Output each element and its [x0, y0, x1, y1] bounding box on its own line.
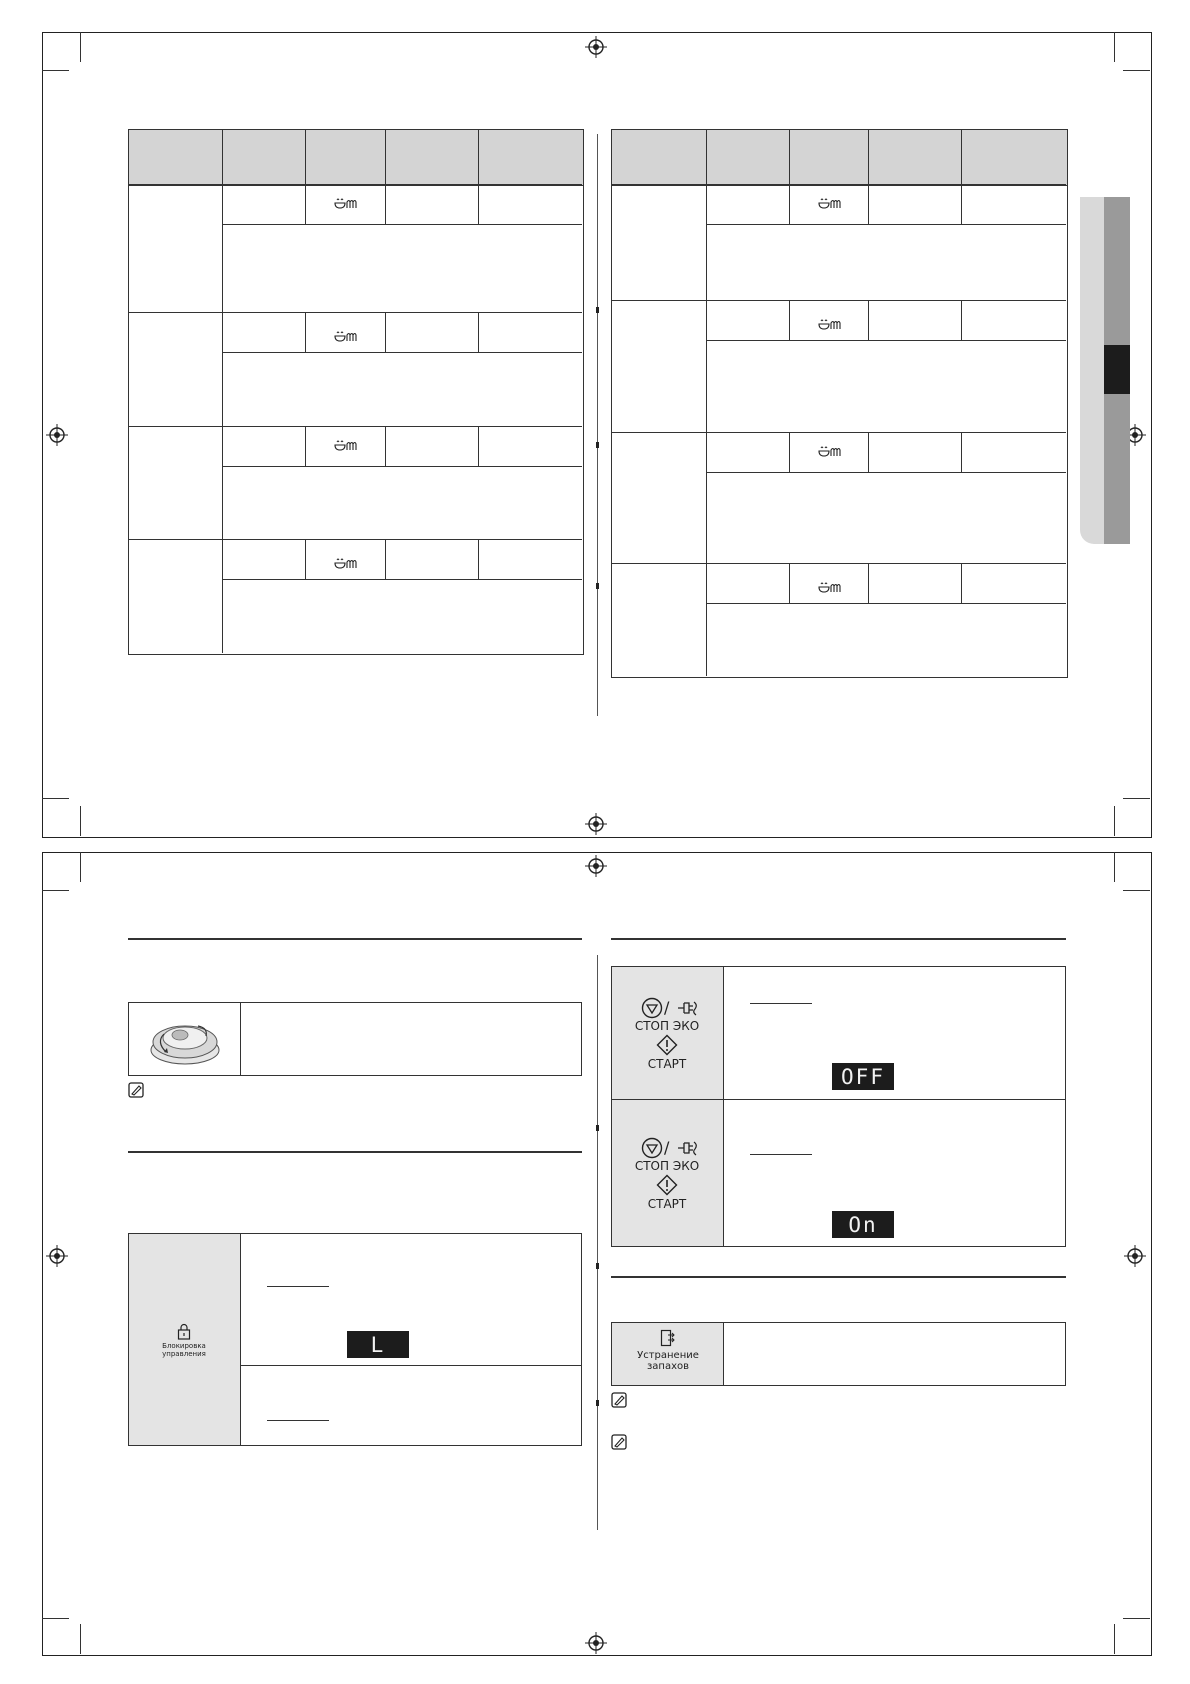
- table-divider: [240, 1365, 582, 1366]
- column-divider: [597, 955, 598, 1530]
- stop-eco-label: СТОП ЭКО: [634, 1019, 700, 1033]
- trim-mark: [42, 798, 69, 799]
- divider-tick: [596, 307, 599, 313]
- underline-mark: [267, 1420, 329, 1421]
- eco-on-display: On: [832, 1211, 894, 1238]
- deodorize-icon[interactable]: [660, 1329, 676, 1347]
- registration-mark-icon: [585, 855, 607, 877]
- trim-mark: [42, 70, 69, 71]
- section-rule: [611, 1276, 1066, 1278]
- trim-mark: [42, 1618, 69, 1619]
- registration-mark-icon: [46, 1245, 68, 1267]
- section-rule: [128, 938, 582, 940]
- table-row-border: [706, 224, 1066, 225]
- trim-mark: [1123, 70, 1150, 71]
- table-divider: [305, 312, 306, 352]
- table-row-border: [222, 579, 582, 580]
- table-divider: [789, 300, 790, 340]
- table-row-border: [611, 300, 1066, 301]
- table-divider: [385, 426, 386, 466]
- underline-mark: [750, 1154, 812, 1155]
- trim-mark: [1123, 890, 1150, 891]
- registration-mark-icon: [46, 424, 68, 446]
- registration-mark-icon: [585, 36, 607, 58]
- table-row-border: [222, 352, 582, 353]
- table-divider: [961, 300, 962, 340]
- table-divider: [868, 432, 869, 472]
- table-row-border: [222, 466, 582, 467]
- table-divider: [222, 129, 223, 653]
- eco-plug-icon[interactable]: [676, 997, 700, 1019]
- table-row-border: [706, 603, 1066, 604]
- trim-mark: [80, 852, 81, 882]
- table-divider: [478, 312, 479, 352]
- table-row-border: [611, 184, 1066, 185]
- eco-plug-icon[interactable]: [676, 1137, 700, 1159]
- table-divider: [305, 184, 306, 224]
- table-divider: [961, 432, 962, 472]
- table-divider: [385, 184, 386, 224]
- table-row-border: [128, 312, 582, 313]
- column-divider: [597, 134, 598, 716]
- table-divider: [240, 1002, 241, 1076]
- table-divider: [240, 1233, 241, 1446]
- table-row-border: [611, 563, 1066, 564]
- table-divider: [385, 312, 386, 352]
- section-rule: [128, 1151, 582, 1153]
- underline-mark: [750, 1003, 812, 1004]
- start-label: СТАРТ: [647, 1197, 687, 1211]
- table-divider: [478, 129, 479, 185]
- lock-icon[interactable]: [177, 1323, 191, 1340]
- divider-tick: [596, 1125, 599, 1131]
- divider-tick: [596, 583, 599, 589]
- divider-tick: [596, 442, 599, 448]
- section-rule: [611, 938, 1066, 940]
- trim-mark: [1114, 32, 1115, 62]
- table-row-border: [128, 539, 582, 540]
- table-divider: [385, 539, 386, 579]
- trim-mark: [1123, 1618, 1150, 1619]
- note-icon: [128, 1082, 144, 1098]
- trim-mark: [1114, 1624, 1115, 1654]
- table-row-border: [222, 224, 582, 225]
- table-header: [612, 130, 1067, 186]
- table-row-border: [706, 472, 1066, 473]
- table-divider: [868, 563, 869, 603]
- deodorize-button-label: Устранение запахов: [637, 1350, 699, 1372]
- note-icon: [611, 1434, 627, 1450]
- registration-mark-icon: [585, 1632, 607, 1654]
- trim-mark: [42, 890, 69, 891]
- table-divider: [478, 539, 479, 579]
- grill-microwave-combi-icon: [332, 557, 358, 576]
- table-divider: [868, 300, 869, 340]
- table-divider: [961, 129, 962, 185]
- grill-microwave-combi-icon: [332, 197, 358, 216]
- grill-microwave-combi-icon: [816, 318, 842, 337]
- table-header: [129, 130, 583, 186]
- table-divider: [478, 184, 479, 224]
- start-icon[interactable]: [656, 1174, 678, 1196]
- table-row-border: [128, 426, 582, 427]
- table-divider: [305, 129, 306, 185]
- table-divider: [961, 184, 962, 224]
- table-divider: [868, 184, 869, 224]
- divider-tick: [596, 1400, 599, 1406]
- jog-dial-icon: [146, 1008, 224, 1070]
- grill-microwave-combi-icon: [332, 439, 358, 458]
- start-icon[interactable]: [656, 1034, 678, 1056]
- underline-mark: [267, 1286, 329, 1287]
- lock-display: L: [347, 1331, 409, 1358]
- grill-microwave-combi-icon: [816, 445, 842, 464]
- slash-separator: /: [664, 998, 670, 1017]
- table-divider: [385, 129, 386, 185]
- table-divider: [789, 432, 790, 472]
- table-divider: [723, 1322, 724, 1386]
- trim-mark: [1114, 852, 1115, 882]
- table-divider: [789, 563, 790, 603]
- eco-off-display: OFF: [832, 1063, 894, 1090]
- stop-icon[interactable]: [641, 1137, 663, 1159]
- divider-tick: [596, 1263, 599, 1269]
- table-divider: [789, 184, 790, 224]
- table-divider: [706, 129, 707, 676]
- table-divider: [723, 966, 724, 1247]
- table-divider: [305, 426, 306, 466]
- start-label: СТАРТ: [647, 1057, 687, 1071]
- stop-eco-label: СТОП ЭКО: [634, 1159, 700, 1173]
- table-divider: [961, 563, 962, 603]
- grill-microwave-combi-icon: [816, 197, 842, 216]
- grill-microwave-combi-icon: [332, 330, 358, 349]
- table-row-border: [611, 432, 1066, 433]
- note-icon: [611, 1392, 627, 1408]
- slash-separator: /: [664, 1138, 670, 1157]
- stop-icon[interactable]: [641, 997, 663, 1019]
- table-divider: [478, 426, 479, 466]
- grill-microwave-combi-icon: [816, 581, 842, 600]
- table-divider: [612, 1099, 1066, 1100]
- table-divider: [789, 129, 790, 185]
- table-divider: [868, 129, 869, 185]
- table-row-border: [128, 184, 582, 185]
- trim-mark: [80, 806, 81, 836]
- table-divider: [305, 539, 306, 579]
- trim-mark: [80, 1624, 81, 1654]
- trim-mark: [80, 32, 81, 62]
- trim-mark: [1123, 798, 1150, 799]
- registration-mark-icon: [1124, 1245, 1146, 1267]
- lock-button-label: Блокировка управления: [162, 1342, 206, 1358]
- table-row-border: [706, 340, 1066, 341]
- chapter-side-tab: [1080, 197, 1130, 544]
- trim-mark: [1114, 806, 1115, 836]
- active-chapter-marker: [1104, 345, 1130, 394]
- registration-mark-icon: [585, 813, 607, 835]
